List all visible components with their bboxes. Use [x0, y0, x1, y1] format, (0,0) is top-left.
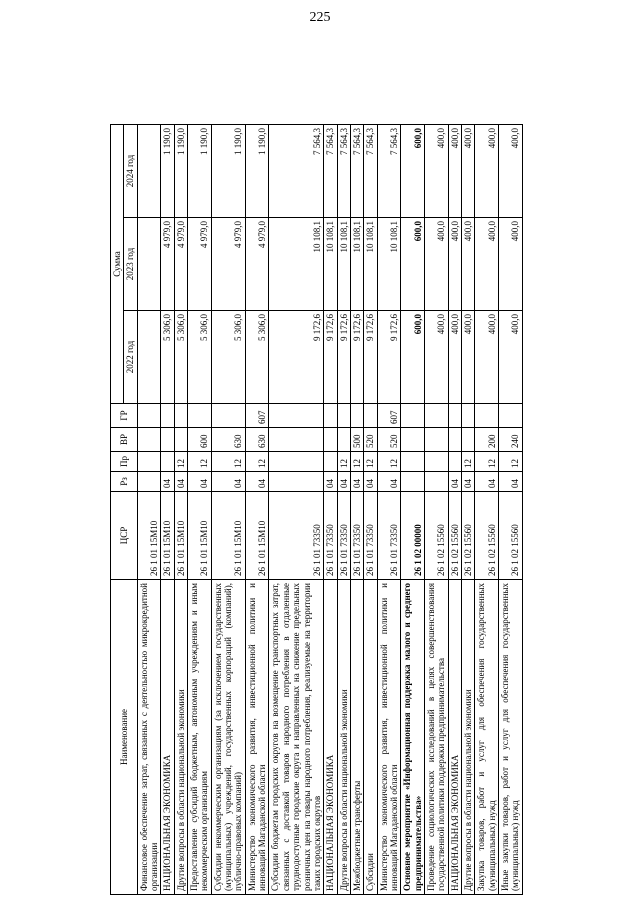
- cell-name: Основное мероприятие «Информационная поддержка малого и среднего предпринимательства»: [401, 580, 425, 895]
- cell-vr: 500: [350, 428, 363, 452]
- cell-csr: 26 1 02 15560: [499, 492, 523, 580]
- cell-2022: [137, 311, 161, 404]
- cell-2023: 400,0: [499, 218, 523, 311]
- cell-2024: 7 564,3: [350, 125, 363, 218]
- table-row: [174, 125, 187, 895]
- cell-vr: [324, 428, 337, 452]
- cell-csr: 26 1 01 15М10: [161, 492, 174, 580]
- header-csr: ЦСР: [111, 492, 138, 580]
- cell-2022: 400,0: [461, 311, 474, 404]
- cell-name: Закупка товаров, работ и услуг для обеспечения государственных (муниципальных) нужд: [475, 580, 499, 895]
- table-row: [364, 125, 377, 895]
- cell-2023: 4 979,0: [161, 218, 174, 311]
- cell-vr: 520: [377, 428, 401, 452]
- cell-2023: [137, 218, 161, 311]
- budget-table: [110, 124, 523, 895]
- header-vr: ВР: [111, 428, 138, 452]
- cell-name: Министерство экономического развития, инвестиционной политики и инноваций Магаданской области: [377, 580, 401, 895]
- cell-gr: [211, 404, 245, 428]
- cell-2024: 400,0: [475, 125, 499, 218]
- cell-csr: 26 1 02 15560: [448, 492, 461, 580]
- header-2023: 2023 год: [124, 218, 137, 311]
- cell-pr: [424, 452, 448, 472]
- page-number: 225: [309, 10, 331, 25]
- header-2022: 2022 год: [124, 311, 137, 404]
- table-row: [337, 125, 350, 895]
- cell-rz: 04: [245, 472, 269, 492]
- cell-gr: [499, 404, 523, 428]
- header-row-1: [111, 125, 124, 895]
- cell-2022: 400,0: [424, 311, 448, 404]
- cell-rz: 04: [211, 472, 245, 492]
- cell-2024: [137, 125, 161, 218]
- cell-gr: [337, 404, 350, 428]
- cell-rz: 04: [350, 472, 363, 492]
- cell-2023: 4 979,0: [174, 218, 187, 311]
- cell-pr: 12: [475, 452, 499, 472]
- table-row: [245, 125, 269, 895]
- cell-gr: 607: [377, 404, 401, 428]
- cell-csr: 26 1 01 73350: [364, 492, 377, 580]
- cell-vr: [137, 428, 161, 452]
- cell-gr: [350, 404, 363, 428]
- table-row: [211, 125, 245, 895]
- cell-csr: 26 1 02 00000: [401, 492, 425, 580]
- cell-name: НАЦИОНАЛЬНАЯ ЭКОНОМИКА: [448, 580, 461, 895]
- cell-rz: 04: [461, 472, 474, 492]
- cell-vr: [424, 428, 448, 452]
- table-row: [269, 125, 324, 895]
- cell-name: Субсидии: [364, 580, 377, 895]
- cell-csr: 26 1 02 15560: [475, 492, 499, 580]
- header-sum: Сумма: [111, 125, 124, 404]
- cell-vr: [269, 428, 324, 452]
- cell-pr: [324, 452, 337, 472]
- cell-pr: 12: [188, 452, 212, 472]
- cell-pr: 12: [364, 452, 377, 472]
- header-rz: Рз: [111, 472, 138, 492]
- cell-2022: 600,0: [401, 311, 425, 404]
- cell-csr: 26 1 02 15560: [424, 492, 448, 580]
- cell-name: Финансовое обеспечение затрат, связанных с деятельностью микрокредитной организации: [137, 580, 161, 895]
- cell-vr: [461, 428, 474, 452]
- cell-2024: 400,0: [448, 125, 461, 218]
- cell-pr: [161, 452, 174, 472]
- table-row: [401, 125, 425, 895]
- cell-rz: 04: [364, 472, 377, 492]
- table-row: [475, 125, 499, 895]
- cell-rz: 04: [475, 472, 499, 492]
- cell-rz: 04: [188, 472, 212, 492]
- cell-csr: 26 1 01 15М10: [211, 492, 245, 580]
- cell-name: Межбюджетные трансферты: [350, 580, 363, 895]
- cell-rz: [269, 472, 324, 492]
- budget-table-rotated: [110, 125, 530, 895]
- table-row: [137, 125, 161, 895]
- cell-2024: 400,0: [424, 125, 448, 218]
- cell-pr: 12: [350, 452, 363, 472]
- header-gr: ГР: [111, 404, 138, 428]
- cell-name: Проведение социологических исследований в целях совершенствования государственной политики поддержки предпринимательства: [424, 580, 448, 895]
- table-row: [161, 125, 174, 895]
- cell-rz: 04: [377, 472, 401, 492]
- cell-2022: 9 172,6: [364, 311, 377, 404]
- cell-2023: 10 108,1: [324, 218, 337, 311]
- cell-gr: [448, 404, 461, 428]
- cell-vr: 630: [211, 428, 245, 452]
- table-row: [350, 125, 363, 895]
- table-row: [324, 125, 337, 895]
- cell-2024: 7 564,3: [337, 125, 350, 218]
- cell-rz: 04: [448, 472, 461, 492]
- cell-gr: [161, 404, 174, 428]
- cell-pr: [269, 452, 324, 472]
- table-row: [461, 125, 474, 895]
- cell-csr: 26 1 01 15М10: [137, 492, 161, 580]
- cell-2023: 400,0: [448, 218, 461, 311]
- header-name: Наименование: [111, 580, 138, 895]
- cell-2024: 400,0: [499, 125, 523, 218]
- cell-gr: [475, 404, 499, 428]
- cell-name: Иные закупки товаров, работ и услуг для обеспечения государственных (муниципальных) нужд: [499, 580, 523, 895]
- cell-pr: 12: [377, 452, 401, 472]
- cell-gr: 607: [245, 404, 269, 428]
- cell-vr: [161, 428, 174, 452]
- table-row: [188, 125, 212, 895]
- cell-csr: 26 1 01 15М10: [174, 492, 187, 580]
- cell-csr: 26 1 01 73350: [377, 492, 401, 580]
- cell-name: Предоставление субсидий бюджетным, автономным учреждениям и иным некоммерческим организациям: [188, 580, 212, 895]
- cell-vr: 630: [245, 428, 269, 452]
- cell-2022: 9 172,6: [350, 311, 363, 404]
- cell-gr: [364, 404, 377, 428]
- cell-name: НАЦИОНАЛЬНАЯ ЭКОНОМИКА: [324, 580, 337, 895]
- cell-name: Другие вопросы в области национальной экономики: [174, 580, 187, 895]
- cell-pr: [448, 452, 461, 472]
- cell-2023: 4 979,0: [188, 218, 212, 311]
- cell-pr: 12: [499, 452, 523, 472]
- cell-2022: 9 172,6: [269, 311, 324, 404]
- cell-2023: 10 108,1: [350, 218, 363, 311]
- table-body: [137, 125, 522, 895]
- cell-gr: [269, 404, 324, 428]
- cell-vr: [174, 428, 187, 452]
- cell-2022: 5 306,0: [245, 311, 269, 404]
- cell-vr: 600: [188, 428, 212, 452]
- cell-2024: 600,0: [401, 125, 425, 218]
- cell-2024: 7 564,3: [364, 125, 377, 218]
- cell-2022: 400,0: [499, 311, 523, 404]
- cell-csr: 26 1 01 73350: [324, 492, 337, 580]
- cell-name: Субсидии некоммерческим организациям (за исключением государственных (муниципальных) учреждений, государственных корпораций (компаний), публично-правовых компаний): [211, 580, 245, 895]
- cell-2023: 400,0: [424, 218, 448, 311]
- cell-gr: [174, 404, 187, 428]
- table-row: [499, 125, 523, 895]
- cell-2022: 5 306,0: [188, 311, 212, 404]
- cell-name: Другие вопросы в области национальной экономики: [461, 580, 474, 895]
- table-row: [377, 125, 401, 895]
- cell-name: НАЦИОНАЛЬНАЯ ЭКОНОМИКА: [161, 580, 174, 895]
- cell-rz: 04: [174, 472, 187, 492]
- cell-2024: 1 190,0: [161, 125, 174, 218]
- cell-2024: 7 564,3: [324, 125, 337, 218]
- cell-rz: 04: [337, 472, 350, 492]
- cell-vr: [337, 428, 350, 452]
- cell-pr: [137, 452, 161, 472]
- cell-vr: [401, 428, 425, 452]
- cell-rz: 04: [161, 472, 174, 492]
- cell-2023: 10 108,1: [269, 218, 324, 311]
- cell-2024: 7 564,3: [377, 125, 401, 218]
- cell-2024: 1 190,0: [211, 125, 245, 218]
- cell-2024: 1 190,0: [245, 125, 269, 218]
- cell-vr: 520: [364, 428, 377, 452]
- cell-gr: [188, 404, 212, 428]
- cell-csr: 26 1 01 73350: [350, 492, 363, 580]
- cell-2022: 5 306,0: [174, 311, 187, 404]
- cell-2023: 400,0: [475, 218, 499, 311]
- cell-2022: 400,0: [475, 311, 499, 404]
- cell-2023: 4 979,0: [211, 218, 245, 311]
- cell-vr: [448, 428, 461, 452]
- cell-pr: 12: [174, 452, 187, 472]
- cell-2023: 600,0: [401, 218, 425, 311]
- header-pr: Пр: [111, 452, 138, 472]
- cell-pr: 12: [461, 452, 474, 472]
- cell-rz: 04: [499, 472, 523, 492]
- cell-name: Министерство экономического развития, инвестиционной политики и инноваций Магаданской области: [245, 580, 269, 895]
- cell-2022: 9 172,6: [337, 311, 350, 404]
- cell-2024: 400,0: [461, 125, 474, 218]
- cell-gr: [461, 404, 474, 428]
- cell-csr: 26 1 01 73350: [337, 492, 350, 580]
- cell-gr: [424, 404, 448, 428]
- cell-2023: 4 979,0: [245, 218, 269, 311]
- header-2024: 2024 год: [124, 125, 137, 218]
- cell-csr: 26 1 01 15М10: [245, 492, 269, 580]
- table-row: [448, 125, 461, 895]
- cell-2024: 1 190,0: [188, 125, 212, 218]
- cell-pr: [401, 452, 425, 472]
- cell-2022: 5 306,0: [211, 311, 245, 404]
- cell-csr: 26 1 02 15560: [461, 492, 474, 580]
- cell-2022: 400,0: [448, 311, 461, 404]
- cell-name: Другие вопросы в области национальной экономики: [337, 580, 350, 895]
- cell-2023: 10 108,1: [337, 218, 350, 311]
- cell-gr: [324, 404, 337, 428]
- cell-2022: 9 172,6: [377, 311, 401, 404]
- cell-gr: [137, 404, 161, 428]
- cell-rz: 04: [324, 472, 337, 492]
- cell-rz: [401, 472, 425, 492]
- cell-2023: 10 108,1: [364, 218, 377, 311]
- cell-csr: 26 1 01 73350: [269, 492, 324, 580]
- cell-vr: 240: [499, 428, 523, 452]
- table-row: [424, 125, 448, 895]
- cell-csr: 26 1 01 15М10: [188, 492, 212, 580]
- cell-rz: [424, 472, 448, 492]
- cell-vr: 200: [475, 428, 499, 452]
- cell-rz: [137, 472, 161, 492]
- cell-2023: 10 108,1: [377, 218, 401, 311]
- cell-pr: 12: [337, 452, 350, 472]
- cell-2022: 5 306,0: [161, 311, 174, 404]
- cell-gr: [401, 404, 425, 428]
- cell-pr: 12: [211, 452, 245, 472]
- cell-name: Субсидии бюджетам городских округов на возмещение транспортных затрат, связанных с доставкой товаров народного потребления в отдаленные труднодоступные городские округа и направленных на снижение предельных розничных цен на товары народного потребления, реализуемые на территории таких городских округов: [269, 580, 324, 895]
- cell-pr: 12: [245, 452, 269, 472]
- cell-2024: 1 190,0: [174, 125, 187, 218]
- cell-2024: 7 564,3: [269, 125, 324, 218]
- cell-2022: 9 172,6: [324, 311, 337, 404]
- cell-2023: 400,0: [461, 218, 474, 311]
